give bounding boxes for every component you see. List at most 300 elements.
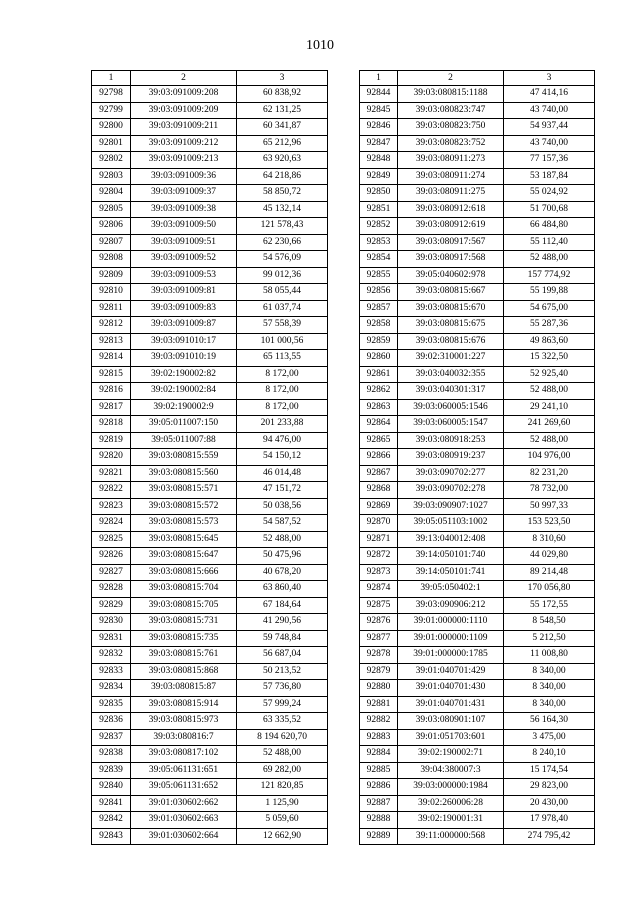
cadastral-number-cell: 39:03:060005:1547 [398,416,504,433]
cadastral-number-cell: 39:03:091009:51 [131,234,237,251]
value-cell: 8 172,00 [237,366,328,383]
cadastral-number-cell: 39:03:091009:81 [131,284,237,301]
row-number-cell: 92822 [92,482,131,499]
row-number-cell: 92850 [360,185,398,202]
cadastral-number-cell: 39:03:080919:237 [398,449,504,466]
value-cell: 55 024,92 [504,185,595,202]
value-cell: 201 233,88 [237,416,328,433]
row-number-cell: 92860 [360,350,398,367]
cadastral-number-cell: 39:03:080823:747 [398,102,504,119]
cadastral-number-cell: 39:02:190002:82 [131,366,237,383]
table-row [360,647,595,664]
table-row [360,86,595,103]
cadastral-number-cell: 39:01:040701:431 [398,696,504,713]
row-number-cell: 92814 [92,350,131,367]
cadastral-number-cell: 39:03:080815:704 [131,581,237,598]
cadastral-number-cell: 39:03:080918:253 [398,432,504,449]
value-cell: 50 475,96 [237,548,328,565]
cadastral-number-cell: 39:03:080815:868 [131,663,237,680]
cadastral-number-cell: 39:01:030602:662 [131,795,237,812]
row-number-cell: 92805 [92,201,131,218]
row-number-cell: 92845 [360,102,398,119]
value-cell: 63 335,52 [237,713,328,730]
row-number-cell: 92859 [360,333,398,350]
row-number-cell: 92821 [92,465,131,482]
table-row [92,317,328,334]
cadastral-number-cell: 39:03:080815:571 [131,482,237,499]
value-cell: 54 576,09 [237,251,328,268]
cadastral-number-cell: 39:03:080815:87 [131,680,237,697]
cadastral-number-cell: 39:01:051703:601 [398,729,504,746]
value-cell: 99 012,36 [237,267,328,284]
table-row [92,86,328,103]
cadastral-number-cell: 39:02:190001:31 [398,812,504,829]
cadastral-number-cell: 39:03:080815:667 [398,284,504,301]
cadastral-number-cell: 39:03:091010:19 [131,350,237,367]
value-cell: 60 341,87 [237,119,328,136]
cadastral-number-cell: 39:03:080815:670 [398,300,504,317]
value-cell: 43 740,00 [504,102,595,119]
table-row [92,680,328,697]
value-cell: 51 700,68 [504,201,595,218]
table-row [360,663,595,680]
value-cell: 50 997,33 [504,498,595,515]
table-row [360,465,595,482]
value-cell: 78 732,00 [504,482,595,499]
table-row [360,350,595,367]
table-row [92,135,328,152]
cadastral-number-cell: 39:03:080815:666 [131,564,237,581]
value-cell: 41 290,56 [237,614,328,631]
row-number-cell: 92886 [360,779,398,796]
table-row [92,779,328,796]
table-row [92,498,328,515]
cadastral-number-cell: 39:01:030602:663 [131,812,237,829]
table-row [360,696,595,713]
row-number-cell: 92862 [360,383,398,400]
value-cell: 12 662,90 [237,828,328,845]
cadastral-number-cell: 39:03:090907:1027 [398,498,504,515]
table-row [360,746,595,763]
row-number-cell: 92809 [92,267,131,284]
table-row [360,812,595,829]
value-cell: 8 340,00 [504,680,595,697]
row-number-cell: 92800 [92,119,131,136]
table-row [360,366,595,383]
table-row [360,729,595,746]
row-number-cell: 92869 [360,498,398,515]
row-number-cell: 92812 [92,317,131,334]
cadastral-number-cell: 39:03:091009:212 [131,135,237,152]
cadastral-number-cell: 39:03:040032:355 [398,366,504,383]
table-row [92,795,328,812]
cadastral-number-cell: 39:14:050101:740 [398,548,504,565]
value-cell: 59 748,84 [237,630,328,647]
value-cell: 57 558,39 [237,317,328,334]
cadastral-number-cell: 39:03:080815:1188 [398,86,504,103]
row-number-cell: 92806 [92,218,131,235]
value-cell: 29 241,10 [504,399,595,416]
table-row [360,498,595,515]
row-number-cell: 92864 [360,416,398,433]
cadastral-number-cell: 39:03:080917:568 [398,251,504,268]
table-row [92,234,328,251]
table-row [360,152,595,169]
cadastral-number-cell: 39:03:080901:107 [398,713,504,730]
row-number-cell: 92858 [360,317,398,334]
table-row [92,399,328,416]
value-cell: 89 214,48 [504,564,595,581]
row-number-cell: 92816 [92,383,131,400]
row-number-cell: 92885 [360,762,398,779]
row-number-cell: 92867 [360,465,398,482]
cadastral-number-cell: 39:03:080912:618 [398,201,504,218]
table-row [360,383,595,400]
value-cell: 15 174,54 [504,762,595,779]
table-row [360,779,595,796]
cadastral-number-cell: 39:03:091009:38 [131,201,237,218]
table-row [92,812,328,829]
row-number-cell: 92808 [92,251,131,268]
row-number-cell: 92825 [92,531,131,548]
cadastral-number-cell: 39:03:080815:676 [398,333,504,350]
row-number-cell: 92798 [92,86,131,103]
table-row [360,531,595,548]
table-row [92,548,328,565]
table-row [360,828,595,845]
cadastral-number-cell: 39:01:040701:430 [398,680,504,697]
column-header-cadastral-number: 2 [131,71,237,86]
row-number-cell: 92829 [92,597,131,614]
row-number-cell: 92831 [92,630,131,647]
value-cell: 77 157,36 [504,152,595,169]
table-row [360,185,595,202]
cadastral-number-cell: 39:03:080816:7 [131,729,237,746]
row-number-cell: 92854 [360,251,398,268]
table-row [360,614,595,631]
table-row [360,399,595,416]
cadastral-number-cell: 39:03:080815:973 [131,713,237,730]
cadastral-number-cell: 39:03:091009:37 [131,185,237,202]
table-row [92,432,328,449]
table-row [92,713,328,730]
page-number: 1010 [306,38,334,53]
cadastral-number-cell: 39:01:000000:1110 [398,614,504,631]
cadastral-number-cell: 39:03:080815:731 [131,614,237,631]
row-number-cell: 92851 [360,201,398,218]
cadastral-number-cell: 39:13:040012:408 [398,531,504,548]
column-header-value: 3 [504,71,595,86]
row-number-cell: 92868 [360,482,398,499]
table-row [92,630,328,647]
value-cell: 241 269,60 [504,416,595,433]
cadastral-number-cell: 39:03:091010:17 [131,333,237,350]
row-number-cell: 92832 [92,647,131,664]
value-cell: 52 488,00 [504,383,595,400]
cadastral-number-cell: 39:03:080911:275 [398,185,504,202]
cadastral-number-cell: 39:01:040701:429 [398,663,504,680]
table-row [92,267,328,284]
value-cell: 82 231,20 [504,465,595,482]
table-row [360,218,595,235]
row-number-cell: 92839 [92,762,131,779]
value-cell: 101 000,56 [237,333,328,350]
cadastral-number-cell: 39:03:091009:53 [131,267,237,284]
cadastral-number-cell: 39:03:080815:645 [131,531,237,548]
cadastral-number-cell: 39:03:091009:52 [131,251,237,268]
row-number-cell: 92818 [92,416,131,433]
table-row [92,333,328,350]
value-cell: 121 578,43 [237,218,328,235]
cadastral-number-cell: 39:03:080817:102 [131,746,237,763]
table-row [92,449,328,466]
row-number-cell: 92819 [92,432,131,449]
value-cell: 69 282,00 [237,762,328,779]
row-number-cell: 92830 [92,614,131,631]
table-row [92,251,328,268]
row-number-cell: 92847 [360,135,398,152]
value-cell: 55 199,88 [504,284,595,301]
table-row [92,828,328,845]
value-cell: 56 687,04 [237,647,328,664]
cadastral-number-cell: 39:03:040301:317 [398,383,504,400]
table-row [360,515,595,532]
value-cell: 63 860,40 [237,581,328,598]
table-row [360,680,595,697]
cadastral-number-cell: 39:03:080815:675 [398,317,504,334]
cadastral-number-cell: 39:03:080912:619 [398,218,504,235]
table-row [360,251,595,268]
table-row [360,564,595,581]
row-number-cell: 92878 [360,647,398,664]
table-row [92,201,328,218]
value-cell: 66 484,80 [504,218,595,235]
row-number-cell: 92861 [360,366,398,383]
value-cell: 65 212,96 [237,135,328,152]
value-cell: 49 863,60 [504,333,595,350]
row-number-cell: 92848 [360,152,398,169]
value-cell: 54 150,12 [237,449,328,466]
value-cell: 1 125,90 [237,795,328,812]
row-number-cell: 92889 [360,828,398,845]
value-cell: 58 850,72 [237,185,328,202]
registry-table-right [359,70,595,845]
table-row [360,267,595,284]
row-number-cell: 92846 [360,119,398,136]
row-number-cell: 92855 [360,267,398,284]
value-cell: 56 164,30 [504,713,595,730]
value-cell: 55 172,55 [504,597,595,614]
value-cell: 94 476,00 [237,432,328,449]
row-number-cell: 92833 [92,663,131,680]
value-cell: 55 112,40 [504,234,595,251]
table-row [92,366,328,383]
row-number-cell: 92876 [360,614,398,631]
value-cell: 153 523,50 [504,515,595,532]
row-number-cell: 92811 [92,300,131,317]
cadastral-number-cell: 39:14:050101:741 [398,564,504,581]
row-number-cell: 92837 [92,729,131,746]
cadastral-number-cell: 39:03:080911:274 [398,168,504,185]
row-number-cell: 92873 [360,564,398,581]
row-number-cell: 92884 [360,746,398,763]
table-row [92,300,328,317]
cadastral-number-cell: 39:04:380007:3 [398,762,504,779]
table-row [92,515,328,532]
table-row [360,548,595,565]
cadastral-number-cell: 39:05:061131:652 [131,779,237,796]
cadastral-number-cell: 39:03:090906:212 [398,597,504,614]
row-number-cell: 92849 [360,168,398,185]
cadastral-number-cell: 39:03:080917:567 [398,234,504,251]
value-cell: 52 925,40 [504,366,595,383]
table-row [92,102,328,119]
table-row [360,581,595,598]
cadastral-number-cell: 39:02:260006:28 [398,795,504,812]
table-row [360,795,595,812]
cadastral-number-cell: 39:05:040602:978 [398,267,504,284]
cadastral-number-cell: 39:01:030602:664 [131,828,237,845]
row-number-cell: 92804 [92,185,131,202]
table-row [360,119,595,136]
cadastral-number-cell: 39:02:310001:227 [398,350,504,367]
row-number-cell: 92879 [360,663,398,680]
value-cell: 63 920,63 [237,152,328,169]
cadastral-number-cell: 39:03:080815:914 [131,696,237,713]
value-cell: 8 310,60 [504,531,595,548]
column-header-number: 1 [360,71,398,86]
value-cell: 8 194 620,70 [237,729,328,746]
table-row [360,713,595,730]
table-row [360,432,595,449]
row-number-cell: 92865 [360,432,398,449]
cadastral-number-cell: 39:03:080815:761 [131,647,237,664]
value-cell: 54 675,00 [504,300,595,317]
table-row [92,762,328,779]
table-row [92,482,328,499]
table-row [92,696,328,713]
cadastral-number-cell: 39:03:091009:50 [131,218,237,235]
value-cell: 52 488,00 [237,531,328,548]
cadastral-number-cell: 39:03:080911:273 [398,152,504,169]
value-cell: 58 055,44 [237,284,328,301]
row-number-cell: 92880 [360,680,398,697]
value-cell: 47 414,16 [504,86,595,103]
row-number-cell: 92799 [92,102,131,119]
table-row [92,564,328,581]
cadastral-number-cell: 39:03:080823:750 [398,119,504,136]
value-cell: 15 322,50 [504,350,595,367]
cadastral-number-cell: 39:03:091009:213 [131,152,237,169]
value-cell: 44 029,80 [504,548,595,565]
row-number-cell: 92863 [360,399,398,416]
table-row [360,416,595,433]
table-row [360,284,595,301]
cadastral-number-cell: 39:03:080815:573 [131,515,237,532]
cadastral-number-cell: 39:03:060005:1546 [398,399,504,416]
cadastral-number-cell: 39:03:080815:705 [131,597,237,614]
row-number-cell: 92842 [92,812,131,829]
value-cell: 17 978,40 [504,812,595,829]
table-row [92,531,328,548]
column-header-number: 1 [92,71,131,86]
cadastral-number-cell: 39:05:011007:150 [131,416,237,433]
table-row [92,284,328,301]
value-cell: 8 240,10 [504,746,595,763]
value-cell: 8 340,00 [504,696,595,713]
table-row [92,350,328,367]
table-row [360,630,595,647]
cadastral-number-cell: 39:03:080815:560 [131,465,237,482]
value-cell: 62 131,25 [237,102,328,119]
row-number-cell: 92823 [92,498,131,515]
cadastral-number-cell: 39:11:000000:568 [398,828,504,845]
value-cell: 8 172,00 [237,399,328,416]
value-cell: 11 008,80 [504,647,595,664]
cadastral-number-cell: 39:03:080815:735 [131,630,237,647]
value-cell: 46 014,48 [237,465,328,482]
cadastral-number-cell: 39:03:091009:208 [131,86,237,103]
row-number-cell: 92883 [360,729,398,746]
value-cell: 121 820,85 [237,779,328,796]
cadastral-number-cell: 39:02:190002:9 [131,399,237,416]
value-cell: 57 736,80 [237,680,328,697]
table-header-row [360,71,595,86]
table-row [360,333,595,350]
row-number-cell: 92820 [92,449,131,466]
table-row [360,762,595,779]
value-cell: 55 287,36 [504,317,595,334]
table-row [360,102,595,119]
row-number-cell: 92824 [92,515,131,532]
table-row [92,416,328,433]
cadastral-number-cell: 39:03:091009:36 [131,168,237,185]
value-cell: 3 475,00 [504,729,595,746]
table-row [360,135,595,152]
table-row [92,152,328,169]
value-cell: 5 059,60 [237,812,328,829]
value-cell: 62 230,66 [237,234,328,251]
value-cell: 64 218,86 [237,168,328,185]
row-number-cell: 92803 [92,168,131,185]
cadastral-number-cell: 39:03:091009:209 [131,102,237,119]
table-row [92,647,328,664]
cadastral-number-cell: 39:05:061131:651 [131,762,237,779]
value-cell: 60 838,92 [237,86,328,103]
table-row [360,201,595,218]
row-number-cell: 92870 [360,515,398,532]
value-cell: 53 187,84 [504,168,595,185]
row-number-cell: 92835 [92,696,131,713]
value-cell: 54 587,52 [237,515,328,532]
row-number-cell: 92801 [92,135,131,152]
value-cell: 61 037,74 [237,300,328,317]
value-cell: 54 937,44 [504,119,595,136]
row-number-cell: 92810 [92,284,131,301]
row-number-cell: 92813 [92,333,131,350]
row-number-cell: 92874 [360,581,398,598]
cadastral-number-cell: 39:05:051103:1002 [398,515,504,532]
cadastral-number-cell: 39:01:000000:1785 [398,647,504,664]
row-number-cell: 92866 [360,449,398,466]
value-cell: 45 132,14 [237,201,328,218]
row-number-cell: 92826 [92,548,131,565]
row-number-cell: 92817 [92,399,131,416]
value-cell: 5 212,50 [504,630,595,647]
table-row [92,597,328,614]
row-number-cell: 92881 [360,696,398,713]
value-cell: 52 488,00 [504,432,595,449]
